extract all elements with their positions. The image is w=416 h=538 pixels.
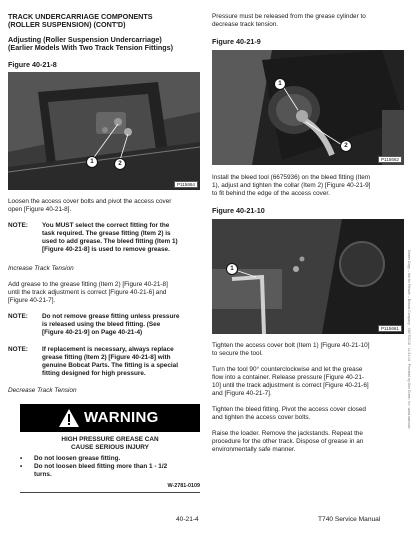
warning-heading: HIGH PRESSURE GREASE CAN bbox=[61, 436, 159, 443]
manual-title: T740 Service Manual bbox=[318, 516, 381, 523]
decrease-heading: Decrease Track Tension bbox=[8, 387, 77, 394]
note-line: genuine Bobcat Parts. The fitting is a special bbox=[42, 362, 179, 370]
paragraph-line: to secure the tool. bbox=[212, 350, 263, 357]
warning-bullet: Do not loosen bleed fitting more than 1 - 1/2 bbox=[34, 463, 168, 470]
warning-code: W-2781-0109 bbox=[167, 483, 200, 489]
figure-40-21-9-photo bbox=[212, 50, 404, 165]
note-label: NOTE: bbox=[8, 346, 28, 353]
paragraph-line: open [Figure 40-21-8]. bbox=[8, 206, 72, 213]
paragraph-line: Turn the tool 90° counterclockwise and let the grease bbox=[212, 366, 363, 373]
paragraph-line: Pressure must be released from the grease cylinder to bbox=[212, 13, 366, 20]
sidebar-text: Dealer Copy -- Not for Resale -- Bobcat Company · 06/07/2018 · 11:31:14 · Provided by Geo Green, Inc. www.manuals bbox=[407, 250, 411, 429]
dealer-copy-sidebar bbox=[405, 250, 413, 530]
paragraph-line: [Figure 40-21-7]. bbox=[8, 297, 56, 304]
section-heading: TRACK UNDERCARRIAGE COMPONENTS bbox=[8, 12, 153, 21]
note-line: [Figure 40-21-9] on Page 40-21-4) bbox=[42, 329, 143, 337]
figure-callout-1: 1 bbox=[274, 78, 286, 90]
note-line: [Figure 40-21-8] is used to remove grease. bbox=[42, 246, 170, 254]
figure-label: Figure 40-21-8 bbox=[8, 60, 57, 69]
warning-bullet-dot: • bbox=[20, 455, 23, 462]
paragraph-line: Add grease to the grease fitting (Item 2) [Figure 40-21-8] bbox=[8, 281, 168, 288]
warning-title: WARNING bbox=[84, 409, 159, 426]
figure-40-21-8-photo bbox=[8, 72, 200, 190]
page-number: 40-21-4 bbox=[176, 516, 199, 523]
paragraph-line: Tighten the access cover bolt (Item 1) [Figure 40-21-10] bbox=[212, 342, 370, 349]
figure-photo-art bbox=[212, 50, 404, 165]
note-label: NOTE: bbox=[8, 222, 28, 229]
figure-40-21-10-photo bbox=[212, 219, 404, 334]
warning-triangle-icon bbox=[58, 408, 80, 428]
paragraph-line: 1), adjust and tighten the collar (Item 2) [Figure 40-21-9] bbox=[212, 182, 371, 189]
note-line: You MUST select the correct fitting for the bbox=[42, 222, 170, 229]
paragraph-line: Install the bleed tool (6675936) on the bleed fitting (Item bbox=[212, 174, 371, 181]
paragraph-line: Loosen the access cover bolts and pivot the access cover bbox=[8, 198, 172, 205]
note-line: Do not remove grease fitting unless pressure bbox=[42, 313, 180, 320]
figure-id: P115664 bbox=[174, 181, 198, 188]
paragraph-line: decrease track tension. bbox=[212, 21, 279, 28]
warning-bullet-cont: turns. bbox=[34, 471, 52, 478]
note-line: used to add grease. The bleed fitting (Item 1) bbox=[42, 238, 178, 246]
paragraph-line: flow into a container. Release pressure [Figure 40-21- bbox=[212, 374, 365, 381]
note-line: fitting designed for high pressure. bbox=[42, 370, 146, 378]
subsection-title-cont: (Earlier Models With Two Track Tension Fittings) bbox=[8, 43, 173, 52]
section-heading-cont: (ROLLER SUSPENSION) (CONT'D) bbox=[8, 20, 126, 29]
figure-id: P115661 bbox=[378, 325, 402, 332]
paragraph-line: until the track adjustment is correct [Figure 40-21-6] and bbox=[8, 289, 167, 296]
figure-photo-art bbox=[8, 72, 200, 190]
note-2 bbox=[8, 313, 204, 339]
figure-label: Figure 40-21-9 bbox=[212, 37, 261, 46]
note-1 bbox=[8, 222, 204, 256]
note-line: grease fitting (Item 2) [Figure 40-21-8] with bbox=[42, 354, 171, 362]
paragraph-line: and tighten the access cover bolts. bbox=[212, 414, 311, 421]
paragraph-line: Tighten the bleed fitting. Pivot the access cover closed bbox=[212, 406, 366, 413]
note-label: NOTE: bbox=[8, 313, 28, 320]
note-3 bbox=[8, 346, 204, 380]
figure-label: Figure 40-21-10 bbox=[212, 206, 265, 215]
figure-callout-1: 1 bbox=[86, 156, 98, 168]
paragraph-line: Raise the loader. Remove the jackstands. Repeat the bbox=[212, 430, 363, 437]
figure-photo-art bbox=[212, 219, 404, 334]
increase-heading: Increase Track Tension bbox=[8, 265, 74, 272]
warning-banner bbox=[20, 404, 200, 432]
figure-callout-2: 2 bbox=[340, 140, 352, 152]
note-line: If replacement is necessary, always replace bbox=[42, 346, 174, 353]
paragraph-line: and [Figure 40-21-7]. bbox=[212, 390, 272, 397]
warning-divider bbox=[20, 492, 200, 493]
figure-id: P115662 bbox=[378, 156, 402, 163]
subsection-title: Adjusting (Roller Suspension Undercarriage) bbox=[8, 35, 162, 44]
figure-callout-2: 2 bbox=[114, 158, 126, 170]
paragraph-line: 10] until the track adjustment is correct [Figure 40-21-6] bbox=[212, 382, 369, 389]
figure-callout-1: 1 bbox=[226, 263, 238, 275]
warning-heading-cont: CAUSE SERIOUS INJURY bbox=[71, 444, 149, 451]
paragraph-line: procedure for the other track. Dispose of grease in an bbox=[212, 438, 364, 445]
paragraph-line: to fit behind the edge of the access cover. bbox=[212, 190, 330, 197]
note-line: is released using the bleed fitting. (See bbox=[42, 321, 161, 329]
note-line: task required. The grease fitting (Item 2) is bbox=[42, 230, 171, 238]
warning-bullet-dot: • bbox=[20, 463, 23, 470]
paragraph-line: environmentally safe manner. bbox=[212, 446, 296, 453]
warning-bullet: Do not loosen grease fitting. bbox=[34, 455, 121, 462]
